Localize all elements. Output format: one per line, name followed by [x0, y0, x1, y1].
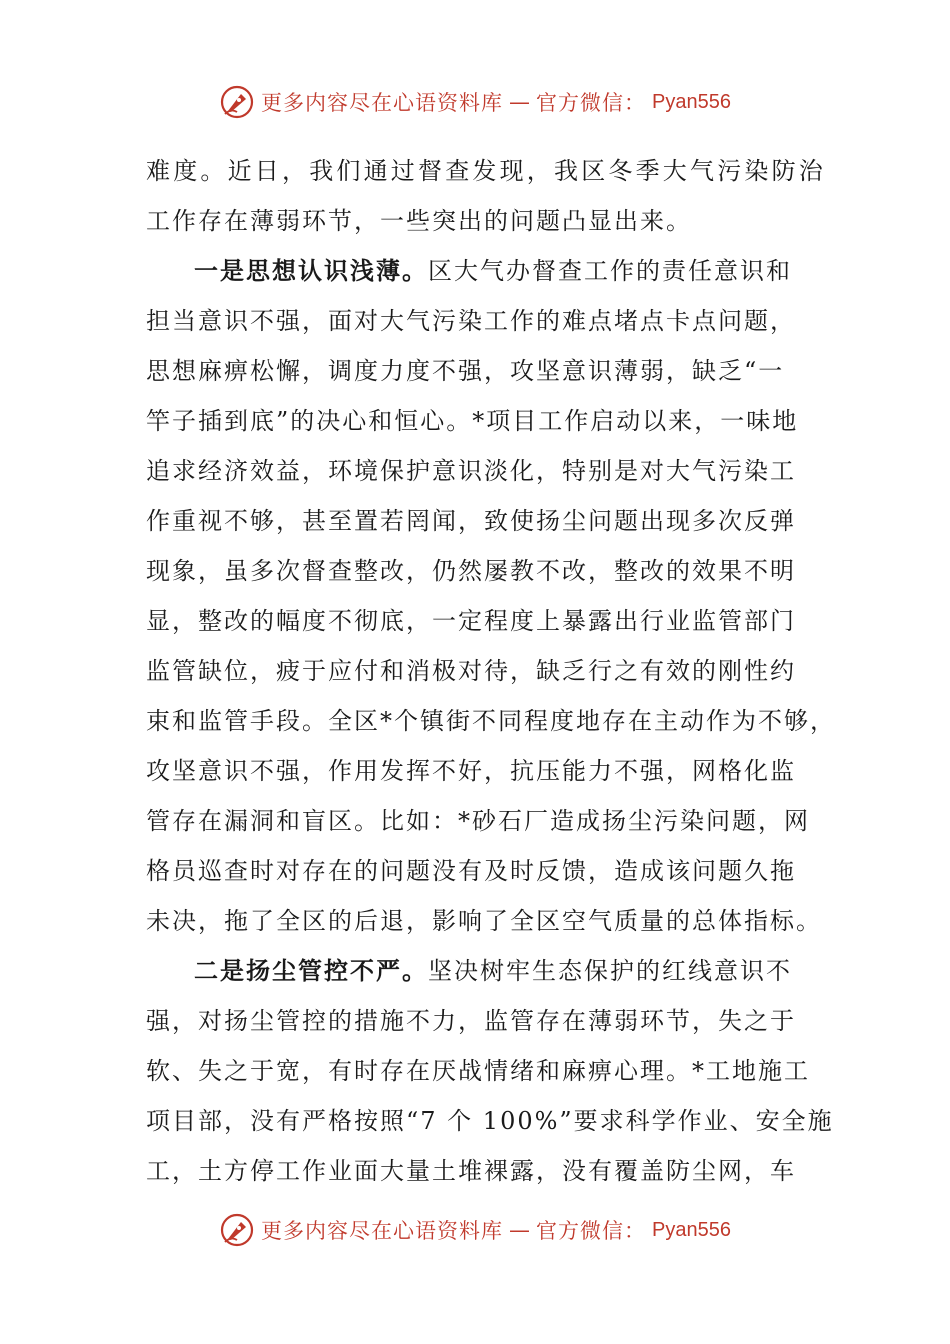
- watermark-separator: —: [509, 90, 531, 114]
- body-line: 思想麻痹松懈，调度力度不强，攻坚意识薄弱，缺乏“一: [146, 357, 785, 385]
- body-line: 格员巡查时对存在的问题没有及时反馈，造成该问题久拖: [146, 857, 796, 885]
- document-body: [146, 146, 836, 1196]
- body-line: 束和监管手段。全区*个镇街不同程度地存在主动作为不够，: [146, 707, 836, 735]
- body-line: 未决，拖了全区的后退，影响了全区空气质量的总体指标。: [146, 907, 822, 935]
- body-line: 作重视不够，甚至置若罔闻，致使扬尘问题出现多次反弹: [146, 507, 796, 535]
- watermark-wechat-label: 官方微信：: [536, 91, 647, 115]
- watermark-separator: —: [509, 1218, 531, 1242]
- header-watermark: [0, 80, 950, 124]
- watermark-wechat-id: Pyan556: [652, 1218, 731, 1241]
- body-line: 难度。近日，我们通过督查发现，我区冬季大气污染防治: [146, 157, 826, 185]
- body-line: 强，对扬尘管控的措施不力，监管存在薄弱环节，失之于: [146, 1007, 796, 1035]
- section-2-first-line: [146, 946, 806, 996]
- pen-nib-logo-icon: [219, 84, 255, 120]
- watermark-wechat-label: 官方微信：: [536, 1219, 647, 1243]
- footer-watermark: [0, 1208, 950, 1252]
- body-line: 担当意识不强，面对大气污染工作的难点堵点卡点问题，: [146, 307, 796, 335]
- body-line: 管存在漏洞和盲区。比如：*砂石厂造成扬尘污染问题，网: [146, 807, 810, 835]
- body-line: 软、失之于宽，有时存在厌战情绪和麻痹心理。*工地施工: [146, 1057, 810, 1085]
- body-line: 竿子插到底”的决心和恒心。*项目工作启动以来，一味地: [146, 407, 799, 435]
- body-line: 项目部，没有严格按照“7 个 100%”要求科学作业、安全施: [146, 1107, 834, 1135]
- section-2-first-line-text: 坚决树牢生态保护的红线意识不: [428, 957, 792, 985]
- pen-nib-logo-icon: [219, 1212, 255, 1248]
- section-2-heading: 二是扬尘管控不严。: [194, 956, 428, 985]
- body-line: 攻坚意识不强，作用发挥不好，抗压能力不强，网格化监: [146, 757, 796, 785]
- watermark-brand-text: 更多内容尽在心语资料库: [261, 91, 504, 115]
- section-1-heading: 一是思想认识浅薄。: [194, 256, 428, 285]
- watermark-brand-text: 更多内容尽在心语资料库: [261, 1219, 504, 1243]
- watermark-wechat-id: Pyan556: [652, 90, 731, 113]
- body-line: 工作存在薄弱环节，一些突出的问题凸显出来。: [146, 207, 692, 235]
- section-1-first-line: [146, 246, 806, 296]
- body-line: 监管缺位，疲于应付和消极对待，缺乏行之有效的刚性约: [146, 657, 796, 685]
- body-line: 工，土方停工作业面大量土堆裸露，没有覆盖防尘网，车: [146, 1157, 796, 1185]
- body-line: 追求经济效益，环境保护意识淡化，特别是对大气污染工: [146, 457, 796, 485]
- body-line: 现象，虽多次督查整改，仍然屡教不改，整改的效果不明: [146, 557, 796, 585]
- section-1-first-line-text: 区大气办督查工作的责任意识和: [428, 257, 792, 285]
- body-line: 显，整改的幅度不彻底，一定程度上暴露出行业监管部门: [146, 607, 796, 635]
